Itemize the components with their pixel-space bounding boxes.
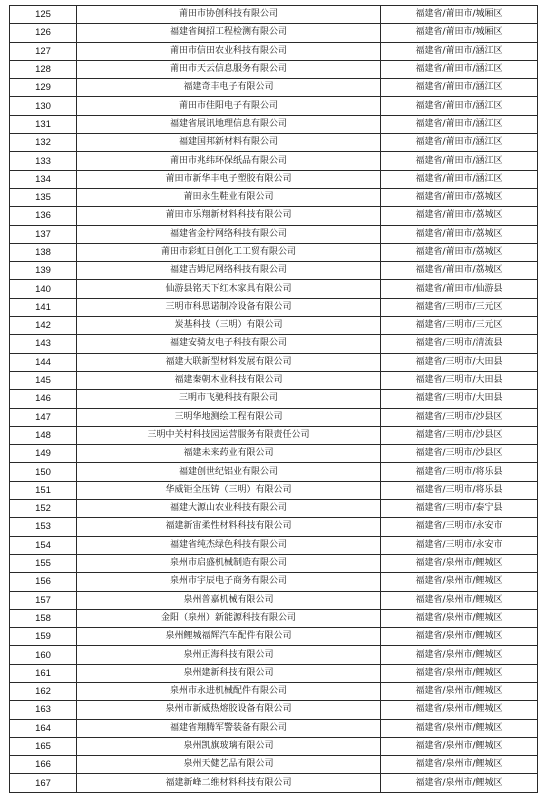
row-number-cell: 125 xyxy=(10,6,77,24)
table-row xyxy=(10,554,538,572)
region-cell: 福建省/三明市/沙县区 xyxy=(381,426,538,444)
company-name-cell: 华威钜全压铸（三明）有限公司 xyxy=(77,481,381,499)
company-name-cell: 福建新宙柔性材料科技有限公司 xyxy=(77,518,381,536)
row-number-cell: 152 xyxy=(10,500,77,518)
row-number-cell: 134 xyxy=(10,170,77,188)
row-number-cell: 139 xyxy=(10,262,77,280)
company-name-cell: 炭基科技（三明）有限公司 xyxy=(77,317,381,335)
company-name-cell: 泉州市启盛机械制造有限公司 xyxy=(77,554,381,572)
table-row xyxy=(10,536,538,554)
region-cell: 福建省/莆田市/涵江区 xyxy=(381,170,538,188)
company-name-cell: 泉州正海科技有限公司 xyxy=(77,646,381,664)
table-row xyxy=(10,518,538,536)
table-row xyxy=(10,774,538,792)
company-name-cell: 莆田永生鞋业有限公司 xyxy=(77,188,381,206)
row-number-cell: 127 xyxy=(10,42,77,60)
row-number-cell: 153 xyxy=(10,518,77,536)
row-number-cell: 136 xyxy=(10,207,77,225)
row-number-cell: 132 xyxy=(10,134,77,152)
row-number-cell: 137 xyxy=(10,225,77,243)
region-cell: 福建省/三明市/三元区 xyxy=(381,298,538,316)
region-cell: 福建省/泉州市/鲤城区 xyxy=(381,554,538,572)
company-name-cell: 莆田市佳阳电子有限公司 xyxy=(77,97,381,115)
row-number-cell: 167 xyxy=(10,774,77,792)
row-number-cell: 145 xyxy=(10,371,77,389)
company-name-cell: 泉州鲤城福辉汽车配件有限公司 xyxy=(77,628,381,646)
region-cell: 福建省/泉州市/鲤城区 xyxy=(381,701,538,719)
region-cell: 福建省/泉州市/鲤城区 xyxy=(381,664,538,682)
region-cell: 福建省/泉州市/鲤城区 xyxy=(381,719,538,737)
row-number-cell: 133 xyxy=(10,152,77,170)
row-number-cell: 148 xyxy=(10,426,77,444)
region-cell: 福建省/三明市/永安市 xyxy=(381,518,538,536)
company-name-cell: 三明华地测绘工程有限公司 xyxy=(77,408,381,426)
table-row xyxy=(10,408,538,426)
region-cell: 福建省/莆田市/荔城区 xyxy=(381,188,538,206)
row-number-cell: 144 xyxy=(10,353,77,371)
company-name-cell: 福建创世纪铝业有限公司 xyxy=(77,463,381,481)
table-row xyxy=(10,243,538,261)
table-row xyxy=(10,371,538,389)
row-number-cell: 143 xyxy=(10,335,77,353)
company-name-cell: 福建大源山农业科技有限公司 xyxy=(77,500,381,518)
row-number-cell: 129 xyxy=(10,79,77,97)
row-number-cell: 141 xyxy=(10,298,77,316)
region-cell: 福建省/莆田市/荔城区 xyxy=(381,243,538,261)
table-row xyxy=(10,664,538,682)
company-name-cell: 莆田市乐翔新材料科技有限公司 xyxy=(77,207,381,225)
region-cell: 福建省/三明市/沙县区 xyxy=(381,445,538,463)
row-number-cell: 164 xyxy=(10,719,77,737)
company-name-cell: 莆田市彩虹日创化工工贸有限公司 xyxy=(77,243,381,261)
company-name-cell: 泉州建新科技有限公司 xyxy=(77,664,381,682)
company-name-cell: 福建秦朝木业科技有限公司 xyxy=(77,371,381,389)
company-name-cell: 莆田市信田农业科技有限公司 xyxy=(77,42,381,60)
company-name-cell: 福建省展讯地理信息有限公司 xyxy=(77,115,381,133)
table-row xyxy=(10,207,538,225)
row-number-cell: 147 xyxy=(10,408,77,426)
region-cell: 福建省/泉州市/鲤城区 xyxy=(381,646,538,664)
company-name-cell: 泉州凯旗玻璃有限公司 xyxy=(77,737,381,755)
region-cell: 福建省/莆田市/仙游县 xyxy=(381,280,538,298)
company-name-cell: 莆田市新华丰电子塑胶有限公司 xyxy=(77,170,381,188)
region-cell: 福建省/泉州市/鲤城区 xyxy=(381,609,538,627)
table-row xyxy=(10,79,538,97)
table-row xyxy=(10,463,538,481)
row-number-cell: 151 xyxy=(10,481,77,499)
company-name-cell: 莆田市兆纬环保纸品有限公司 xyxy=(77,152,381,170)
row-number-cell: 162 xyxy=(10,682,77,700)
table-row xyxy=(10,280,538,298)
table-row xyxy=(10,481,538,499)
company-name-cell: 泉州天健艺品有限公司 xyxy=(77,756,381,774)
region-cell: 福建省/泉州市/鲤城区 xyxy=(381,682,538,700)
region-cell: 福建省/三明市/将乐县 xyxy=(381,463,538,481)
row-number-cell: 166 xyxy=(10,756,77,774)
row-number-cell: 135 xyxy=(10,188,77,206)
table-row xyxy=(10,60,538,78)
table-row xyxy=(10,756,538,774)
region-cell: 福建省/莆田市/涵江区 xyxy=(381,79,538,97)
row-number-cell: 160 xyxy=(10,646,77,664)
region-cell: 福建省/三明市/将乐县 xyxy=(381,481,538,499)
row-number-cell: 161 xyxy=(10,664,77,682)
region-cell: 福建省/三明市/大田县 xyxy=(381,353,538,371)
company-name-cell: 三明市科思诺制冷设备有限公司 xyxy=(77,298,381,316)
region-cell: 福建省/莆田市/涵江区 xyxy=(381,60,538,78)
table-row xyxy=(10,701,538,719)
row-number-cell: 128 xyxy=(10,60,77,78)
region-cell: 福建省/莆田市/荔城区 xyxy=(381,262,538,280)
company-name-cell: 泉州市永进机械配件有限公司 xyxy=(77,682,381,700)
region-cell: 福建省/莆田市/涵江区 xyxy=(381,134,538,152)
table-row xyxy=(10,737,538,755)
region-cell: 福建省/莆田市/涵江区 xyxy=(381,42,538,60)
company-list-table-wrapper xyxy=(9,5,534,793)
row-number-cell: 131 xyxy=(10,115,77,133)
table-row xyxy=(10,500,538,518)
company-name-cell: 福建吉姆尼网络科技有限公司 xyxy=(77,262,381,280)
company-name-cell: 福建省翔腾军警装备有限公司 xyxy=(77,719,381,737)
company-name-cell: 福建省闽招工程检测有限公司 xyxy=(77,24,381,42)
company-name-cell: 福建省纯杰绿色科技有限公司 xyxy=(77,536,381,554)
table-row xyxy=(10,719,538,737)
company-name-cell: 福建奇丰电子有限公司 xyxy=(77,79,381,97)
region-cell: 福建省/三明市/沙县区 xyxy=(381,408,538,426)
table-row xyxy=(10,682,538,700)
region-cell: 福建省/泉州市/鲤城区 xyxy=(381,756,538,774)
table-row xyxy=(10,335,538,353)
company-name-cell: 莆田市协创科技有限公司 xyxy=(77,6,381,24)
region-cell: 福建省/三明市/泰宁县 xyxy=(381,500,538,518)
row-number-cell: 165 xyxy=(10,737,77,755)
region-cell: 福建省/泉州市/鲤城区 xyxy=(381,591,538,609)
row-number-cell: 149 xyxy=(10,445,77,463)
row-number-cell: 163 xyxy=(10,701,77,719)
region-cell: 福建省/泉州市/鲤城区 xyxy=(381,628,538,646)
table-row xyxy=(10,152,538,170)
region-cell: 福建省/莆田市/城厢区 xyxy=(381,24,538,42)
row-number-cell: 156 xyxy=(10,573,77,591)
region-cell: 福建省/三明市/大田县 xyxy=(381,371,538,389)
region-cell: 福建省/泉州市/鲤城区 xyxy=(381,737,538,755)
region-cell: 福建省/三明市/大田县 xyxy=(381,390,538,408)
row-number-cell: 140 xyxy=(10,280,77,298)
company-name-cell: 泉州市新威热熔胶设备有限公司 xyxy=(77,701,381,719)
region-cell: 福建省/莆田市/涵江区 xyxy=(381,152,538,170)
company-name-cell: 福建大联新型材料发展有限公司 xyxy=(77,353,381,371)
table-row xyxy=(10,317,538,335)
company-name-cell: 莆田市天云信息服务有限公司 xyxy=(77,60,381,78)
region-cell: 福建省/三明市/永安市 xyxy=(381,536,538,554)
company-name-cell: 福建未来药业有限公司 xyxy=(77,445,381,463)
table-row xyxy=(10,6,538,24)
row-number-cell: 146 xyxy=(10,390,77,408)
company-name-cell: 仙游县铭天下红木家具有限公司 xyxy=(77,280,381,298)
company-name-cell: 福建省金柠网络科技有限公司 xyxy=(77,225,381,243)
table-row xyxy=(10,609,538,627)
row-number-cell: 150 xyxy=(10,463,77,481)
table-row xyxy=(10,262,538,280)
table-row xyxy=(10,97,538,115)
table-row xyxy=(10,170,538,188)
company-name-cell: 福建新峰二维材料科技有限公司 xyxy=(77,774,381,792)
company-name-cell: 金阳（泉州）新能源科技有限公司 xyxy=(77,609,381,627)
table-row xyxy=(10,628,538,646)
row-number-cell: 126 xyxy=(10,24,77,42)
table-body xyxy=(10,6,538,793)
region-cell: 福建省/三明市/三元区 xyxy=(381,317,538,335)
table-row xyxy=(10,591,538,609)
company-name-cell: 福建安骑友电子科技有限公司 xyxy=(77,335,381,353)
row-number-cell: 138 xyxy=(10,243,77,261)
table-row xyxy=(10,298,538,316)
table-row xyxy=(10,426,538,444)
table-row xyxy=(10,225,538,243)
row-number-cell: 157 xyxy=(10,591,77,609)
company-name-cell: 泉州市宇辰电子商务有限公司 xyxy=(77,573,381,591)
row-number-cell: 154 xyxy=(10,536,77,554)
row-number-cell: 155 xyxy=(10,554,77,572)
table-row xyxy=(10,445,538,463)
region-cell: 福建省/三明市/清流县 xyxy=(381,335,538,353)
region-cell: 福建省/泉州市/鲤城区 xyxy=(381,573,538,591)
row-number-cell: 158 xyxy=(10,609,77,627)
table-row xyxy=(10,42,538,60)
company-list-table xyxy=(9,5,538,793)
company-name-cell: 三明中关村科技园运营服务有限责任公司 xyxy=(77,426,381,444)
row-number-cell: 130 xyxy=(10,97,77,115)
region-cell: 福建省/莆田市/涵江区 xyxy=(381,97,538,115)
region-cell: 福建省/莆田市/涵江区 xyxy=(381,115,538,133)
company-name-cell: 福建国邦新材料有限公司 xyxy=(77,134,381,152)
region-cell: 福建省/莆田市/荔城区 xyxy=(381,207,538,225)
table-row xyxy=(10,134,538,152)
region-cell: 福建省/莆田市/荔城区 xyxy=(381,225,538,243)
table-row xyxy=(10,353,538,371)
table-row xyxy=(10,646,538,664)
table-row xyxy=(10,188,538,206)
row-number-cell: 142 xyxy=(10,317,77,335)
table-row xyxy=(10,115,538,133)
company-name-cell: 泉州普嘉机械有限公司 xyxy=(77,591,381,609)
region-cell: 福建省/泉州市/鲤城区 xyxy=(381,774,538,792)
table-row xyxy=(10,24,538,42)
company-name-cell: 三明市飞驰科技有限公司 xyxy=(77,390,381,408)
table-row xyxy=(10,573,538,591)
region-cell: 福建省/莆田市/城厢区 xyxy=(381,6,538,24)
table-row xyxy=(10,390,538,408)
row-number-cell: 159 xyxy=(10,628,77,646)
